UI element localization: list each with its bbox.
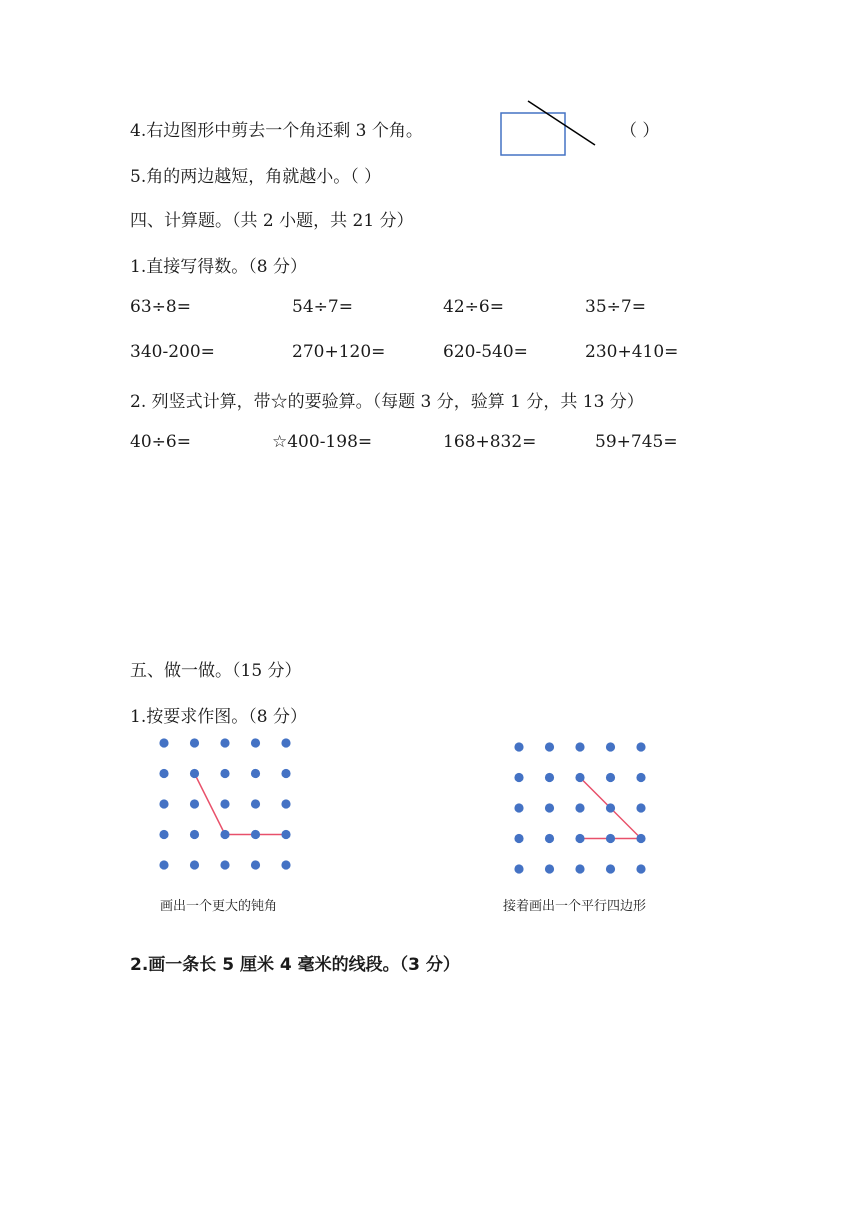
grid-dot <box>159 860 168 869</box>
grid-dot <box>514 803 523 812</box>
caption-right: 接着画出一个平行四边形 <box>503 899 647 914</box>
grid-dot <box>575 834 584 843</box>
calc-item: 63÷8= <box>130 297 191 317</box>
grid-dot <box>251 860 260 869</box>
section-5-part-1: 1.按要求作图。（8 分） <box>130 707 307 727</box>
grid-dot <box>636 834 645 843</box>
calc-item: 620-540= <box>443 342 528 362</box>
grid-dot <box>190 799 199 808</box>
grid-dot <box>606 864 615 873</box>
answer-paren-4[interactable]: （ ） <box>620 121 660 141</box>
grid-dot <box>220 738 229 747</box>
grid-dot <box>220 799 229 808</box>
grid-dot <box>190 860 199 869</box>
grid-dot <box>251 799 260 808</box>
grid-dot <box>575 803 584 812</box>
grid-dot <box>190 738 199 747</box>
section-4-part-2: 2. 列竖式计算，带☆的要验算。（每题 3 分，验算 1 分，共 13 分） <box>130 392 644 412</box>
question-4: 4.右边图形中剪去一个角还剩 3 个角。 <box>130 121 423 141</box>
calc-item: 340-200= <box>130 342 215 362</box>
grid-dot <box>575 742 584 751</box>
grid-dot <box>251 738 260 747</box>
grid-dot <box>159 738 168 747</box>
grid-dot <box>606 773 615 782</box>
grid-dot <box>636 742 645 751</box>
grid-dot <box>545 803 554 812</box>
grid-dot <box>159 769 168 778</box>
calc-item: 40÷6= <box>130 432 191 452</box>
calc-item: ☆400-198= <box>272 432 373 452</box>
grid-dot <box>159 830 168 839</box>
grid-dot <box>220 769 229 778</box>
grid-dot <box>190 769 199 778</box>
question-5: 5.角的两边越短，角就越小。（ ） <box>130 167 382 187</box>
grid-dot <box>545 834 554 843</box>
grid-dot <box>606 803 615 812</box>
grid-dot <box>220 830 229 839</box>
calc-item: 168+832= <box>443 432 537 452</box>
calc-item: 230+410= <box>585 342 679 362</box>
grid-dot <box>514 773 523 782</box>
calc-item: 42÷6= <box>443 297 504 317</box>
grid-dot <box>220 860 229 869</box>
grid-dot <box>545 773 554 782</box>
section-4-part-1: 1.直接写得数。（8 分） <box>130 257 307 277</box>
grid-dot <box>636 864 645 873</box>
calc-item: 270+120= <box>292 342 386 362</box>
grid-dot <box>281 769 290 778</box>
section-5-title: 五、做一做。（15 分） <box>130 661 302 681</box>
calc-item: 35÷7= <box>585 297 646 317</box>
calc-item: 59+745= <box>595 432 678 452</box>
caption-left: 画出一个更大的钝角 <box>160 899 278 914</box>
dot-grid-obtuse-angle[interactable] <box>150 730 300 875</box>
grid-dot <box>251 769 260 778</box>
grid-dot <box>251 830 260 839</box>
grid-dot <box>636 803 645 812</box>
grid-dot <box>159 799 168 808</box>
grid-dot <box>545 742 554 751</box>
grid-dot <box>606 742 615 751</box>
grid-dot <box>281 799 290 808</box>
grid-dot <box>281 830 290 839</box>
grid-dot <box>514 864 523 873</box>
grid-dot <box>545 864 554 873</box>
grid-dot <box>514 742 523 751</box>
calc-item: 54÷7= <box>292 297 353 317</box>
grid-dot <box>190 830 199 839</box>
grid-dot <box>636 773 645 782</box>
cut-rectangle-figure <box>495 98 605 160</box>
grid-dot <box>281 860 290 869</box>
grid-dot <box>575 773 584 782</box>
dot-grid-parallelogram[interactable] <box>505 734 655 879</box>
grid-dot <box>281 738 290 747</box>
section-5-part-2: 2.画一条长 5 厘米 4 毫米的线段。（3 分） <box>130 955 460 975</box>
grid-dot <box>575 864 584 873</box>
grid-dot <box>606 834 615 843</box>
grid-dot <box>514 834 523 843</box>
section-4-title: 四、计算题。（共 2 小题，共 21 分） <box>130 211 414 231</box>
